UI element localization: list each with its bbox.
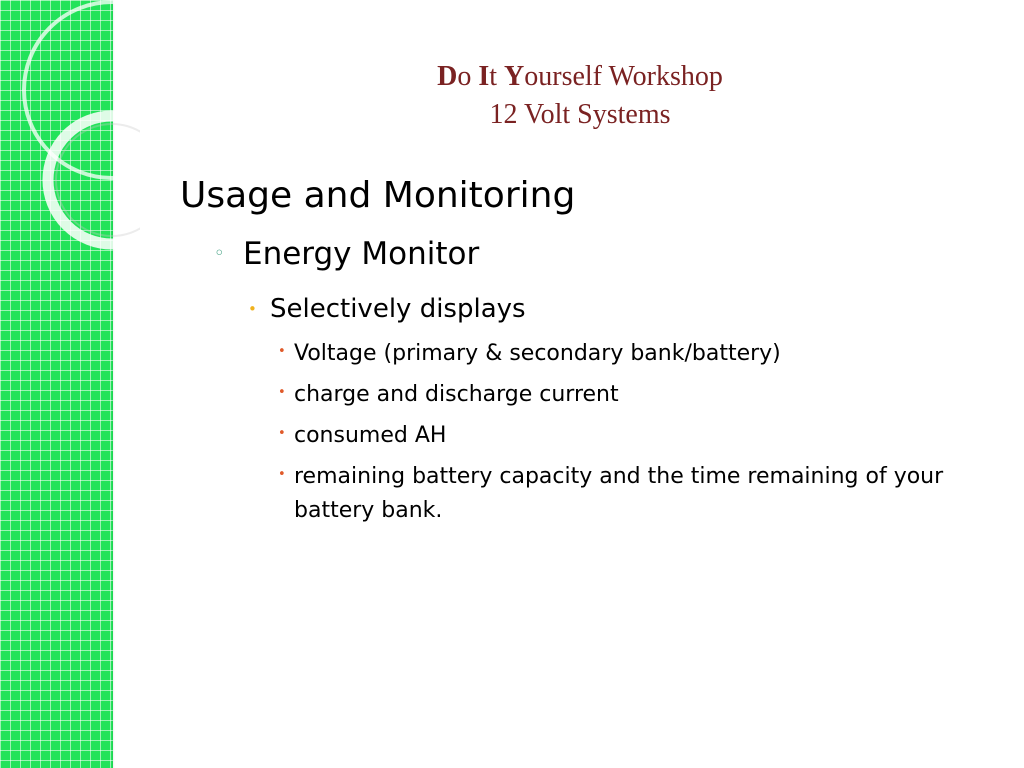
ring-small bbox=[48, 116, 140, 244]
bullet-level-3: • bbox=[278, 467, 286, 482]
bullet-level-2: • bbox=[248, 300, 257, 318]
title-part: I bbox=[478, 61, 490, 92]
title-line-1 bbox=[300, 58, 860, 96]
bullet-energy-monitor: Energy Monitor bbox=[243, 236, 480, 272]
ring-small-inner bbox=[56, 124, 140, 236]
title-line-2: 12 Volt Systems bbox=[489, 99, 671, 130]
title-part: ourself Workshop bbox=[524, 61, 723, 92]
title-part: t bbox=[489, 61, 505, 92]
title-part: Y bbox=[504, 61, 525, 92]
title-part: D bbox=[437, 61, 458, 92]
bullet-level-3: • bbox=[278, 385, 286, 400]
bullet-level-3: • bbox=[278, 344, 286, 359]
slide-title bbox=[300, 58, 860, 134]
section-heading: Usage and Monitoring bbox=[180, 175, 576, 216]
bullet-consumed-ah: consumed AH bbox=[294, 423, 447, 448]
bullet-charge-current: charge and discharge current bbox=[294, 382, 619, 407]
bullet-level-1: ◦ bbox=[214, 243, 225, 264]
bullet-voltage: Voltage (primary & secondary bank/battery) bbox=[294, 341, 781, 366]
bullet-selectively-displays: Selectively displays bbox=[270, 294, 526, 324]
bullet-level-3: • bbox=[278, 426, 286, 441]
title-part: o bbox=[457, 61, 479, 92]
decorative-rings bbox=[0, 0, 140, 260]
bullet-remaining-capacity: remaining battery capacity and the time remaining of your battery bank. bbox=[294, 464, 944, 523]
ring-large bbox=[24, 2, 140, 178]
